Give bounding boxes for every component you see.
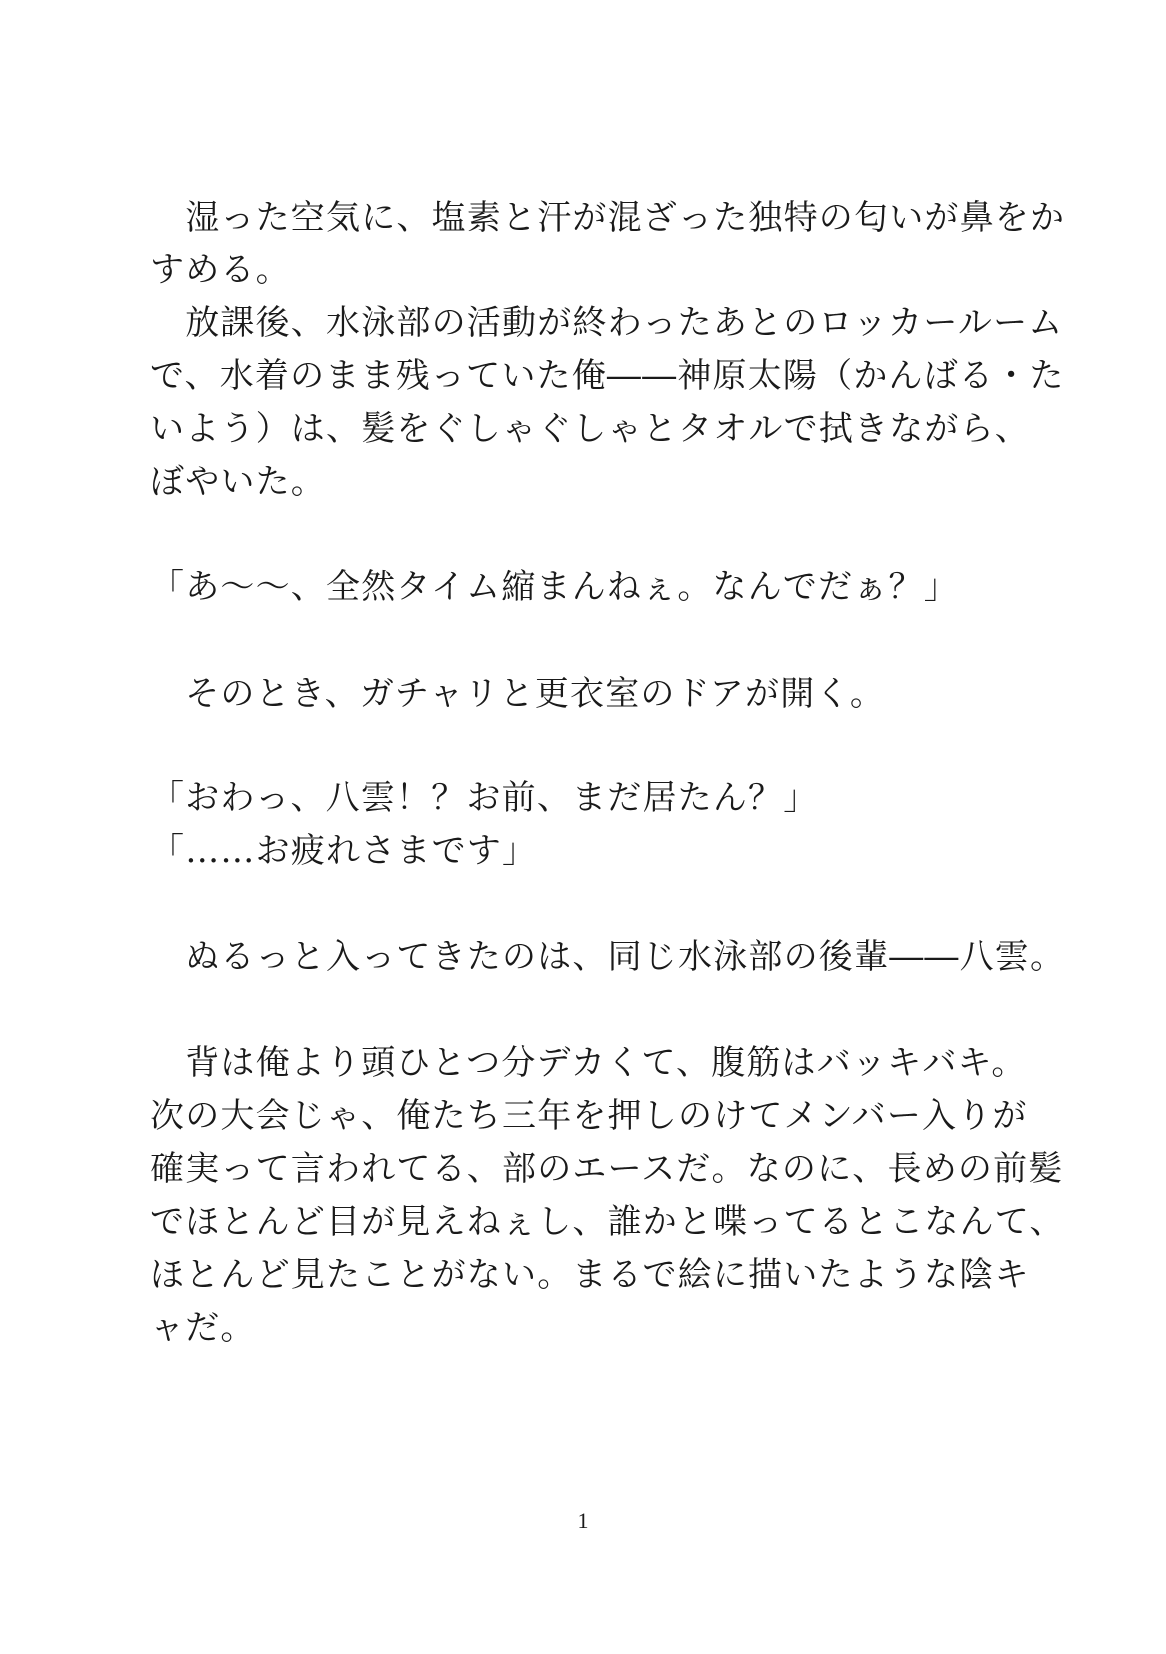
text-line: 放課後、水泳部の活動が終わったあとのロッカールーム [150, 303, 1064, 343]
text-line: でほとんど目が見えねぇし、誰かと喋ってるとこなんて、 [150, 1202, 1065, 1242]
text-line: ャだ。 [150, 1308, 256, 1348]
text-line: 確実って言われてる、部のエースだ。なのに、長めの前髪 [150, 1149, 1064, 1189]
text-line: 背は俺より頭ひとつ分デカくて、腹筋はバッキバキ。 [150, 1043, 1027, 1083]
page-number: 1 [577, 1508, 589, 1533]
text-line: そのとき、ガチャリと更衣室のドアが開く。 [150, 674, 886, 714]
text-line: 次の大会じゃ、俺たち三年を押しのけてメンバー入りが [150, 1096, 1028, 1136]
dialogue-line: 「あ～～、全然タイム縮まんねぇ。なんでだぁ？」 [150, 567, 959, 607]
text-line: いよう）は、髪をぐしゃぐしゃとタオルで拭きながら、 [150, 409, 1030, 449]
dialogue-line: 「おわっ、八雲！？お前、まだ居たん？」 [150, 778, 819, 818]
text-line: 湿った空気に、塩素と汗が混ざった独特の匂いが鼻をか [150, 198, 1066, 238]
text-line: ぼやいた。 [150, 462, 326, 502]
text-line: ほとんど見たことがない。まるで絵に描いたような陰キ [150, 1255, 1030, 1295]
dialogue-line: 「……お疲れさまです」 [150, 831, 538, 871]
text-line: で、水着のまま残っていた俺――神原太陽（かんばる・た [150, 356, 1065, 396]
text-line: ぬるっと入ってきたのは、同じ水泳部の後輩――八雲。 [150, 937, 1066, 977]
text-line: すめる。 [150, 250, 291, 290]
